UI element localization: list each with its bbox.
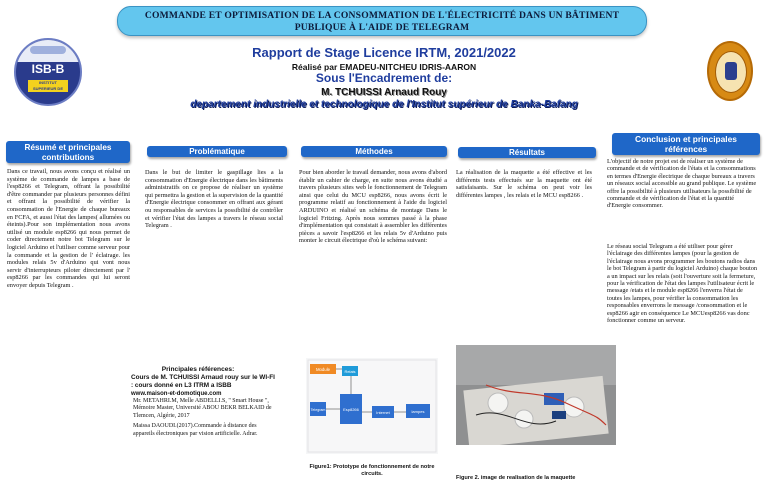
department-line: departement industrielle et technologique de l'Institut supérieur de Banka-Bafang	[190, 99, 578, 110]
title-banner	[117, 6, 647, 36]
figure-2-caption: Figure 2. image de realisation de la maquette	[456, 475, 576, 481]
supervision-heading: Sous l'Encadrement de:	[315, 71, 453, 85]
esp-board-icon	[552, 411, 566, 419]
label-internet: Internet	[376, 410, 390, 415]
label-esp: Esp8266	[343, 407, 359, 412]
conclusion-title: Conclusion et principales références	[612, 133, 760, 155]
conclusion-text-2: Le réseau social Telegram a été utiliser pour gérer l'éclairage des différentes lampes (pour la gestion de l'éclairage nous avons programmer les boutons radios dans le bot Telegram à partir du logiciel Arduino) chaque bouton a un impact sur les relais (soit l'ouverture soit la fermeture, pour la vérification de l'état des lampes l'utilisateur écrit le message /etats et le module esp8266 l'enverra l'état de toutes les lampes, pour vérifier la consommation les responsables enverrons le message /consommation et le esp8266 agir en conséquence Le MCUesp8266 vas donc fonctionner comme un serveur.	[607, 243, 757, 325]
problematique-text: Dans le but de limiter le gaspillage lies a la consommation d'Energie électrique dans les bâtiments administratifs on ce propose de réaliser un système qui permettra la gestion et la supervision de la quantité d'Energie électrique consommer en offrant aux gérant ou responsables de services la possibilité de contrôler et vérifier l'état des lampes a travers le réseau social Telegram .	[145, 169, 283, 230]
references-title: Principales références:	[161, 366, 235, 373]
label-lampes: lampes	[411, 409, 425, 414]
label-module: Module	[315, 367, 331, 372]
label-relais: Relais	[344, 369, 356, 374]
lamp-icon	[488, 393, 508, 413]
resume-text: Dans ce travail, nous avons conçu et réalisé un système de commande de lampes a base de l'esp8266 et Telegram, offrant la possibilité d'être commander par plusieurs personnes défini et offrant la possibilité de vérifier la consommation de l'Energie de chaque bureaux en FCFA, et aussi l'état des lampes( allumées ou éteints).Pour son implémentation nous avons utilisé un module esp8266 qui nous permet de coder directement notre bot Telegram sur le logiciel Arduino et l'utiliser comme serveur pour la commande et la gestion de l' éclairage. les modules relais 5v d'Arduino qui vont nous servir d'interrupteurs piloter directement par l' esp8266 par les commandes qui lui seront envoyer depuis Telegram .	[7, 168, 130, 289]
report-title: Rapport de Stage Licence IRTM, 2021/2022	[252, 45, 516, 60]
methodes-title: Méthodes	[301, 146, 447, 157]
methodes-text: Pour bien aborder le travail demander, nous avons d'abord établir un cahier de charge, en suite nous avons étudié a travers plusieurs sites web le fonctionnement de Telegram ainsi que celui du MCU esp8266, nous avons écrit le programme relatif au fonctionnement à l'aide du logiciel ARDUINO et réalisé un schéma de montage Dans le logiciel Fritzing. Après nous sommes passé à la phase d'implémentation qui consistait à assembler les différentes pièces a savoir l'esp8266 et les relais 5v d'Arduino puis monter le circuit électrique d'où le schéma suivant:	[299, 169, 447, 245]
title-line-1: COMMANDE ET OPTIMISATION DE LA CONSOMMATION DE L'ÉLECTRICITÉ DANS UN BÂTIMENT	[144, 10, 620, 21]
conclusion-text-1: L'objectif de notre projet est de réaliser un système de commande et de vérification de l'états et la consommations en termes d'Energie électrique de chaque bureaux a travers un réseaux social accessible au grand publique. Le système offre la possibilité à plusieurs utilisateurs la possibilité de commande et de vérification de l'état et la quantité d'Energie consommer.	[607, 158, 757, 210]
reference-item: Maissa DAOUDI.(2017).Commande à distance des appareils électroniques par vision artificielle. Adrar.	[133, 423, 258, 437]
label-telegram: Telegram	[310, 408, 326, 412]
supervisor-name: M. TCHUISSI Arnaud Rouy	[321, 87, 447, 98]
figure-1-diagram	[306, 358, 438, 454]
figure-2-photo	[456, 345, 616, 445]
relay-board-icon	[544, 393, 564, 405]
author-line: Réalisé par EMADEU-NITCHEU IDRIS-AARON	[291, 62, 477, 72]
logo-subtext: INSTITUT SUPERIEUR DE BANKA-BAFANG	[28, 80, 68, 92]
title-line-2: PUBLIQUE À L'AIDE DE TELEGRAM	[294, 22, 470, 33]
figure-1-caption: Figure1: Prototype de fonctionnement de notre circuits.	[309, 464, 435, 477]
resultats-title: Résultats	[458, 147, 596, 158]
reference-item: www.maison-et-domotique.com	[131, 391, 222, 397]
references-block	[131, 366, 275, 438]
logo-text: ISB-B	[31, 62, 65, 76]
reference-item: Mr. METAHRI.M, Melle ABDELLI.S, " Smart House ", Mémoire Master, Université ABOU BEKR BELKAID de Tlemcen, Algérie, 2017	[133, 398, 272, 419]
resume-title: Résumé et principales contributions	[6, 141, 130, 163]
problematique-title: Problématique	[147, 146, 287, 157]
reference-item: Cours de M. TCHUISSI Arnaud rouy sur le WI-FI : cours donné en L3 ITRM a ISBB	[131, 374, 275, 389]
prototype-photo	[456, 345, 616, 445]
resultats-text: La réalisation de la maquette a été effective et les différents tests effectués sur la maquette ont été satisfaisants. Sur le schéma on peut voir les différentes lampes , les relais et le MCU esp8266 .	[456, 169, 592, 199]
prototype-diagram	[306, 358, 438, 454]
